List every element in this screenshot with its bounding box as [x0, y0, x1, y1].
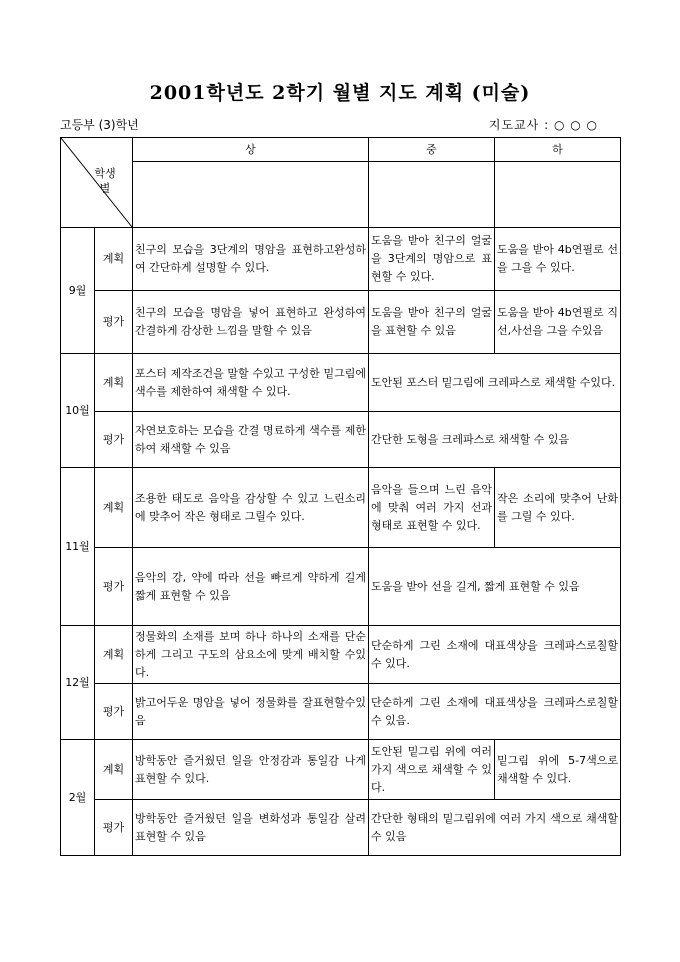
- plan-mid-cell: 음악을 들으며 느린 음악에 맞춰 여러 가지 선과 형태로 표현할 수 있다.: [369, 468, 495, 548]
- corner-label: [93, 166, 117, 196]
- eval-high-cell: 음악의 강, 약에 따라 선을 빠르게 약하게 길게 짧게 표현할 수 있음: [133, 548, 369, 626]
- plan-high-cell: 방학동안 즐거웠던 일을 안정감과 통일감 나게 표현할 수 있다.: [133, 740, 369, 800]
- plan-mid-cell: 도움을 받아 친구의 얼굴을 3단계의 명암으로 표현할 수 있다.: [369, 228, 495, 291]
- plan-mid-cell: 도안된 밑그림 위에 여러 가지 색으로 채색할 수 있다.: [369, 740, 495, 800]
- month-label: 11월: [61, 468, 95, 626]
- table-row: [61, 626, 621, 684]
- eval-midlow-cell: 도움을 받아 선을 길게, 짧게 표현할 수 있음: [369, 548, 621, 626]
- plan-high-cell: 정물화의 소재를 보며 하나 하나의 소재를 단순하게 그리고 구도의 삼요소에 맞게 배치할 수있다.: [133, 626, 369, 684]
- plan-low-cell: 도움을 받아 4b연필로 선을 그을 수 있다.: [495, 228, 621, 291]
- eval-low-cell: 도움을 받아 4b연필로 직선,사선을 그을 수있음: [495, 291, 621, 354]
- monthly-plan-table: [60, 137, 621, 856]
- plan-midlow-cell: 도안된 포스터 밑그림에 크레파스로 채색할 수있다.: [369, 354, 621, 412]
- table-row: [61, 548, 621, 626]
- corner-header-cell: [61, 138, 133, 228]
- table-row: [61, 468, 621, 548]
- row-type-eval: 평가: [95, 412, 133, 468]
- column-header-low: 하: [495, 138, 621, 162]
- corner-label-line2: 별: [99, 182, 111, 195]
- table-row: [61, 684, 621, 740]
- plan-high-cell: 포스터 제작조건을 말할 수있고 구성한 밑그림에 색수를 제한하여 채색할 수 있다.: [133, 354, 369, 412]
- table-row: [61, 228, 621, 291]
- month-label: 2월: [61, 740, 95, 856]
- row-type-plan: 계획: [95, 626, 133, 684]
- month-label: 12월: [61, 626, 95, 740]
- page-title: 2001학년도 2학기 월별 지도 계획 (미술): [149, 82, 531, 104]
- plan-high-cell: 친구의 모습을 3단계의 명암을 표현하고완성하여 간단하게 설명할 수 있다.: [133, 228, 369, 291]
- eval-high-cell: 방학동안 즐거웠던 일을 변화성과 통일감 살려 표현할 수 있음: [133, 800, 369, 856]
- plan-low-cell: 작은 소리에 맞추어 난화를 그릴 수 있다.: [495, 468, 621, 548]
- column-header-high: 상: [133, 138, 369, 162]
- row-type-plan: 계획: [95, 468, 133, 548]
- teacher-label: 지도교사 : ○ ○ ○: [488, 118, 598, 132]
- plan-low-cell: 밑그림 위에 5-7색으로 채색할 수 있다.: [495, 740, 621, 800]
- row-type-eval: 평가: [95, 548, 133, 626]
- table-row: [61, 740, 621, 800]
- row-type-eval: 평가: [95, 291, 133, 354]
- student-cell-high: [133, 162, 369, 228]
- grade-label: 고등부 (3)학년: [60, 118, 139, 132]
- row-type-plan: 계획: [95, 228, 133, 291]
- plan-midlow-cell: 단순하게 그린 소재에 대표색상을 크레파스로칠할 수 있다.: [369, 626, 621, 684]
- row-type-plan: 계획: [95, 354, 133, 412]
- table-row: [61, 354, 621, 412]
- month-label: 9월: [61, 228, 95, 354]
- table-row: [61, 412, 621, 468]
- eval-midlow-cell: 간단한 도형을 크레파스로 채색할 수 있음: [369, 412, 621, 468]
- eval-high-cell: 자연보호하는 모습을 간결 명료하게 색수를 제한하여 채색할 수 있음: [133, 412, 369, 468]
- eval-midlow-cell: 단순하게 그린 소재에 대표색상을 크레파스로칠할 수 있음.: [369, 684, 621, 740]
- plan-high-cell: 조용한 태도로 음악을 감상할 수 있고 느린소리에 맞추어 작은 형태로 그릴수 있다.: [133, 468, 369, 548]
- column-header-mid: 중: [369, 138, 495, 162]
- student-cell-low: [495, 162, 621, 228]
- corner-label-line1: 학생: [94, 167, 116, 180]
- eval-high-cell: 밝고어두운 명암을 넣어 정물화를 잘표현할수있음: [133, 684, 369, 740]
- eval-mid-cell: 도움을 받아 친구의 얼굴을 표현할 수 있음: [369, 291, 495, 354]
- row-type-eval: 평가: [95, 800, 133, 856]
- table-row: [61, 291, 621, 354]
- row-type-plan: 계획: [95, 740, 133, 800]
- table-row: [61, 800, 621, 856]
- eval-midlow-cell: 간단한 형태의 밑그림위에 여러 가지 색으로 채색할 수 있음: [369, 800, 621, 856]
- student-cell-mid: [369, 162, 495, 228]
- month-label: 10월: [61, 354, 95, 468]
- eval-high-cell: 친구의 모습을 명암을 넣어 표현하고 완성하여 간결하게 감상한 느낌을 말할 수 있음: [133, 291, 369, 354]
- row-type-eval: 평가: [95, 684, 133, 740]
